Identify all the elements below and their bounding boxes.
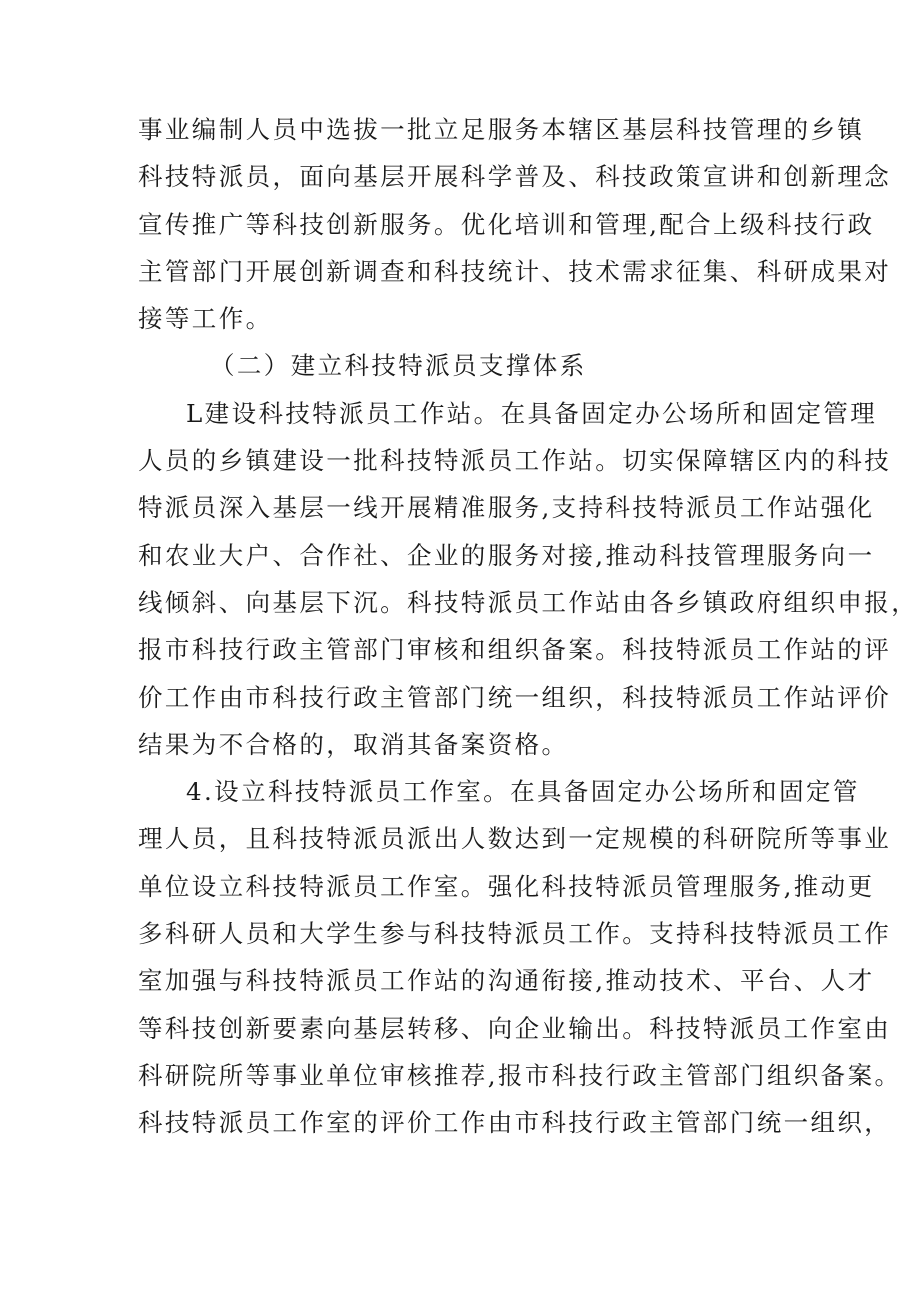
text-line: 理人员，且科技特派员派出人数达到一定规模的科研院所等事业 xyxy=(138,824,892,854)
text-line: 特派员深入基层一线开展精准服务,支持科技特派员工作站强化 xyxy=(138,493,875,523)
text-line: 多科研人员和大学生参与科技特派员工作。支持科技特派员工作 xyxy=(138,919,892,949)
text-line: 报市科技行政主管部门审核和组织备案。科技特派员工作站的评 xyxy=(138,635,892,665)
text-line: 宣传推广等科技创新服务。优化培训和管理,配合上级科技行政 xyxy=(138,209,875,239)
text-line: 等科技创新要素向基层转移、向企业输出。科技特派员工作室由 xyxy=(138,1013,892,1043)
text-line: 科技特派员工作室的评价工作由市科技行政主管部门统一组织， xyxy=(138,1108,892,1138)
text-line: 主管部门开展创新调查和科技统计、技术需求征集、科研成果对 xyxy=(138,256,892,286)
text-line: 室加强与科技特派员工作站的沟通衔接,推动技术、平台、人才 xyxy=(138,966,875,996)
text-line: 事业编制人员中选拔一批立足服务本辖区基层科技管理的乡镇 xyxy=(138,115,865,144)
document-body xyxy=(138,106,919,1147)
text-line: 科研院所等事业单位审核推荐,报市科技行政主管部门组织备案。 xyxy=(138,1060,902,1090)
text-line: 价工作由市科技行政主管部门统一组织，科技特派员工作站评价 xyxy=(138,682,892,712)
text-line: 和农业大户、合作社、企业的服务对接,推动科技管理服务向一 xyxy=(138,540,875,570)
text-line: 线倾斜、向基层下沉。科技特派员工作站由各乡镇政府组织申报， xyxy=(138,587,919,617)
text-line: L建设科技特派员工作站。在具备固定办公场所和固定管理 xyxy=(186,398,878,428)
text-line: 接等工作。 xyxy=(138,304,273,334)
text-line: 结果为不合格的，取消其备案资格。 xyxy=(138,729,569,759)
text-line: 科技特派员，面向基层开展科学普及、科技政策宣讲和创新理念 xyxy=(138,162,892,192)
section-heading: （二）建立科技特派员支撑体系 xyxy=(210,351,587,381)
text-line: 人员的乡镇建设一批科技特派员工作站。切实保障辖区内的科技 xyxy=(138,446,892,476)
text-line: 单位设立科技特派员工作室。强化科技特派员管理服务,推动更 xyxy=(138,871,875,901)
text-line: 4.设立科技特派员工作室。在具备固定办公场所和固定管 xyxy=(186,777,860,807)
